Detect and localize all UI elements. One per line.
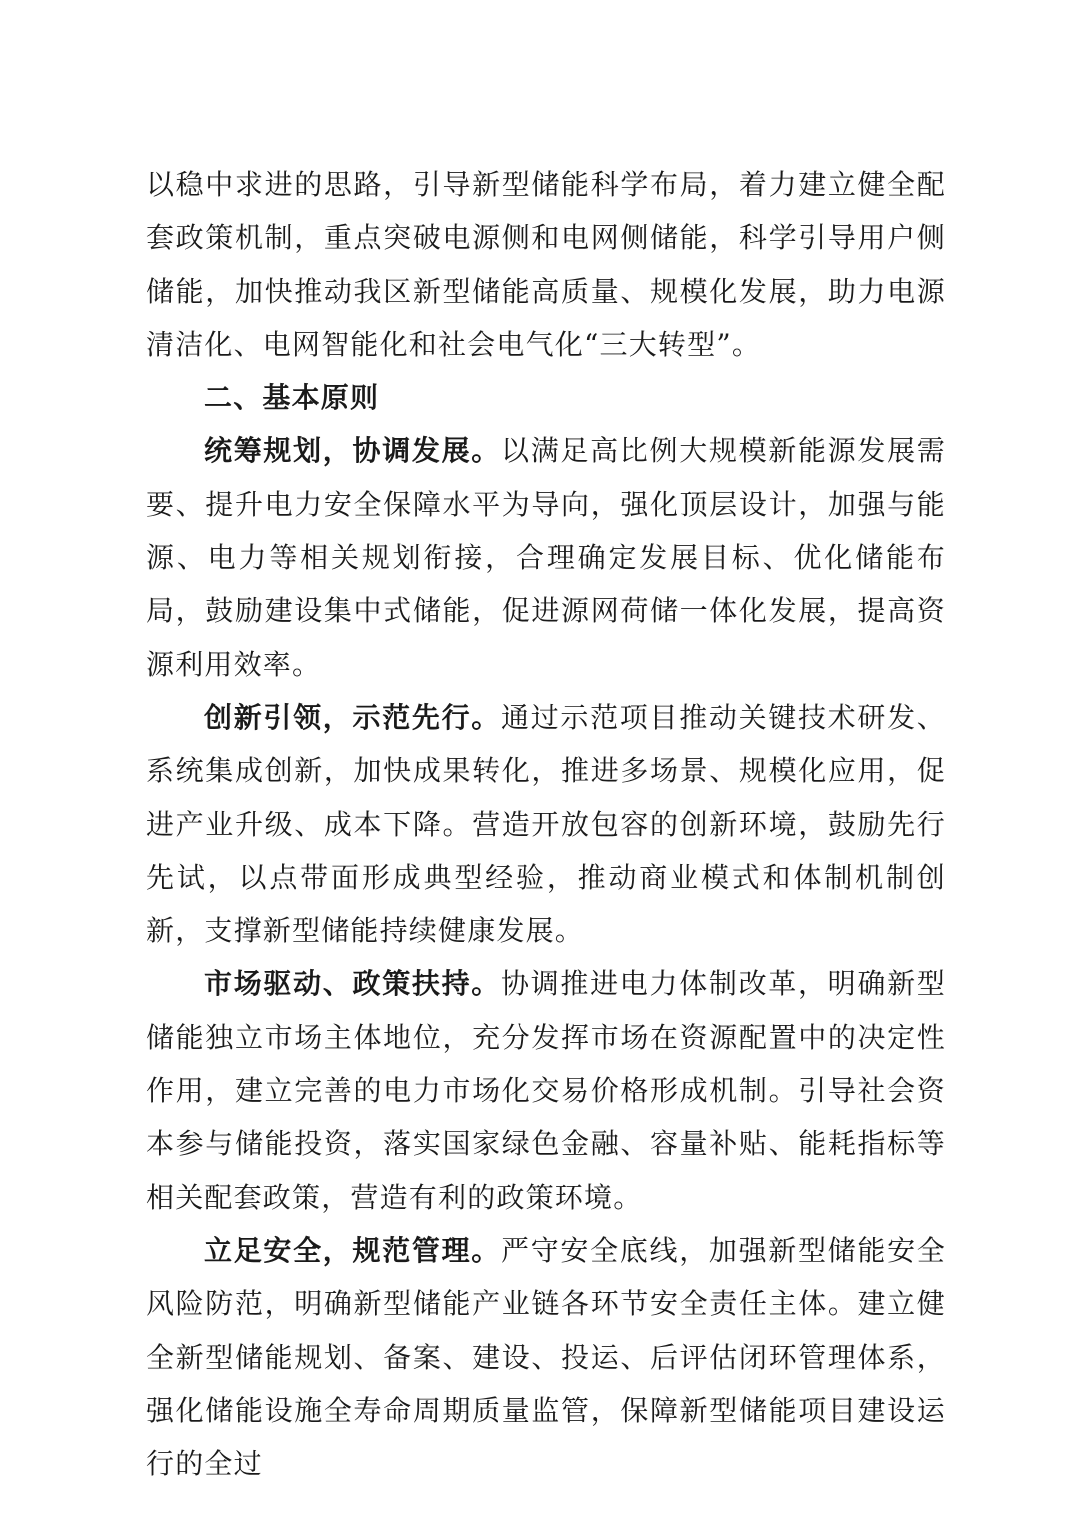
section-heading: 二、基本原则 bbox=[204, 381, 380, 415]
intro-paragraph: 以稳中求进的思路，引导新型储能科学布局，着力建立健全配套政策机制，重点突破电源侧和电网侧储能，科学引导用户侧储能，加快推动我区新型储能高质量、规模化发展，助力电源清洁化、电网智能化和社会电气化“三大转型”。 bbox=[146, 168, 946, 361]
principle-title: 立足安全，规范管理。 bbox=[204, 1233, 501, 1267]
principle-body: 通过示范项目推动关键技术研发、系统集成创新，加快成果转化，推进多场景、规模化应用，促进产业升级、成本下降。营造开放包容的创新环境，鼓励先行先试，以点带面形成典型经验，推动商业模式和体制机制创新，支撑新型储能持续健康发展。 bbox=[146, 700, 946, 948]
principle-paragraph-1 bbox=[146, 424, 946, 690]
document-page bbox=[146, 158, 946, 1490]
principle-title: 统筹规划，协调发展。 bbox=[204, 434, 501, 468]
principle-paragraph-2 bbox=[146, 691, 946, 957]
principle-paragraph-3 bbox=[146, 957, 946, 1223]
principle-body: 严守安全底线，加强新型储能安全风险防范，明确新型储能产业链各环节安全责任主体。建立健全新型储能规划、备案、建设、投运、后评估闭环管理体系，强化储能设施全寿命周期质量监管，保障新型储能项目建设运行的全过 bbox=[146, 1233, 946, 1481]
principle-title: 市场驱动、政策扶持。 bbox=[204, 967, 501, 1001]
principle-body: 协调推进电力体制改革，明确新型储能独立市场主体地位，充分发挥市场在资源配置中的决定性作用，建立完善的电力市场化交易价格形成机制。引导社会资本参与储能投资，落实国家绿色金融、容量补贴、能耗指标等相关配套政策，营造有利的政策环境。 bbox=[146, 967, 946, 1214]
principle-title: 创新引领，示范先行。 bbox=[204, 700, 501, 734]
principle-body: 以满足高比例大规模新能源发展需要、提升电力安全保障水平为导向，强化顶层设计，加强与能源、电力等相关规划衔接，合理确定发展目标、优化储能布局，鼓励建设集中式储能，促进源网荷储一体化发展，提高资源利用效率。 bbox=[146, 434, 946, 681]
principle-paragraph-4 bbox=[146, 1224, 946, 1490]
